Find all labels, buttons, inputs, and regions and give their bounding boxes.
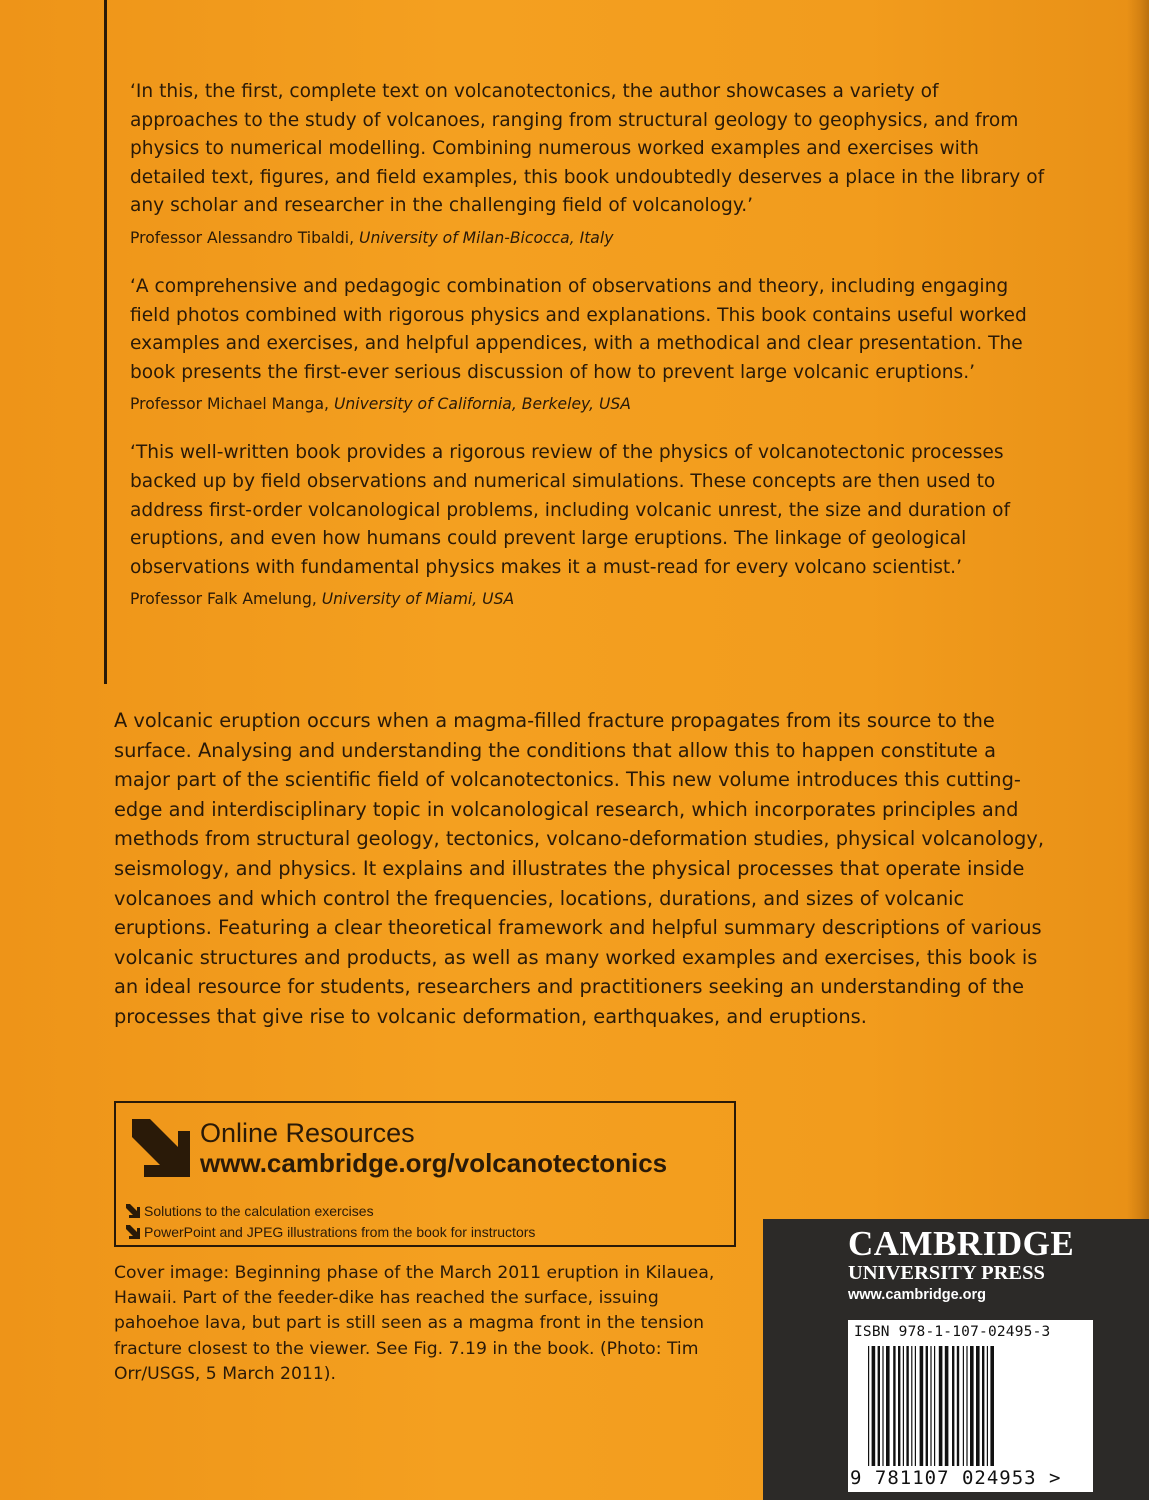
barcode-bar [970, 1346, 974, 1466]
barcode-bar [926, 1346, 928, 1466]
barcode-bar [982, 1346, 984, 1466]
resource-item-label: Solutions to the calculation exercises [144, 1203, 374, 1219]
endorsement-3 [130, 439, 1050, 610]
resource-item [126, 1202, 374, 1220]
barcode-bar [987, 1346, 988, 1466]
barcode-bar [966, 1346, 967, 1466]
endorser-affiliation: University of California, Berkeley, USA [333, 395, 631, 414]
barcode-bar [930, 1346, 931, 1466]
barcode-bar [945, 1346, 949, 1466]
barcode-bar [903, 1346, 904, 1466]
publisher-panel [763, 1219, 1149, 1500]
barcode [868, 1346, 1088, 1466]
quote-sidebar-rule [104, 0, 107, 684]
arrow-down-right-icon [126, 1225, 140, 1239]
publisher-name: CAMBRIDGE [848, 1224, 1075, 1263]
barcode-bar [990, 1346, 994, 1466]
endorsement-text: ‘This well-written book provides a rigorous review of the physics of volcanotectonic processes backed up by field observations and numerical simulations. These concepts are then used to address first-order volcanological problems, including volcanic unrest, the size and duration of eruptions, and even how humans could prevent large eruptions. The linkage of geological observations with fundamental physics makes it a must-read for every volcano scientist.’ [130, 442, 1011, 578]
endorser-name: Professor Michael Manga, [130, 395, 329, 414]
barcode-bar [934, 1346, 935, 1466]
endorsement-text: ‘In this, the first, complete text on volcanotectonics, the author showcases a variety of approaches to the study of volcanoes, ranging from structural geology to geophysics, and from physics to numerical modelling. Combining numerous worked examples and exercises with detailed text, figures, and field examples, this book undoubtedly deserves a place in the library of any scholar and researcher in the challenging field of volcanology.’ [130, 81, 1045, 217]
barcode-bar [898, 1346, 900, 1466]
online-resources-title: Online Resources [200, 1118, 415, 1148]
barcode-bar [893, 1346, 895, 1466]
online-resources-url[interactable]: www.cambridge.org/volcanotectonics [200, 1148, 668, 1178]
endorsement-attribution [130, 227, 1050, 249]
barcode-bar [868, 1346, 869, 1466]
online-resources-box [114, 1101, 736, 1247]
barcode-bar [957, 1346, 959, 1466]
cover-image-caption: Cover image: Beginning phase of the March 2011 eruption in Kilauea, Hawaii. Part of the feeder-dike has reached the surface, issuing pahoehoe lava, but part is still seen as a magma front in the tension fracture closest to the viewer. See Fig. 7.19 in the book. (Photo: Tim Orr/USGS, 5 March 2011). [114, 1263, 715, 1384]
barcode-bar [886, 1346, 890, 1466]
barcode-bar [963, 1346, 964, 1466]
barcode-bar [952, 1346, 954, 1466]
barcode-bar [878, 1346, 880, 1466]
barcode-digits: 9 781107 024953 > [850, 1467, 1062, 1489]
endorsements [130, 78, 1050, 634]
book-description: A volcanic eruption occurs when a magma-filled fracture propagates from its source to the surface. Analysing and understanding the conditions that allow this to happen constitute a major part of the scientific field of volcanotectonics. This new volume introduces this cutting-edge and interdisciplinary topic in volcanological research, which incorporates principles and methods from structural geology, tectonics, volcano-deformation studies, physical volcanology, seismology, and physics. It explains and illustrates the physical processes that operate inside volcanoes and which control the frequencies, locations, durations, and sizes of volcanic eruptions. Featuring a clear theoretical framework and helpful summary descriptions of various volcanic structures and products, as well as many worked examples and exercises, this book is an ideal resource for students, researchers and practitioners seeking an understanding of the processes that give rise to volcanic deformation, earthquakes, and eruptions. [114, 709, 1045, 1028]
arrow-down-right-icon [132, 1119, 190, 1177]
publisher-subtitle: UNIVERSITY PRESS [848, 1262, 1045, 1284]
barcode-bar [939, 1346, 943, 1466]
isbn-text: ISBN 978-1-107-02495-3 [854, 1324, 1051, 1340]
barcode-label [848, 1320, 1093, 1492]
endorser-affiliation: University of Miami, USA [321, 590, 515, 609]
barcode-bar [906, 1346, 908, 1466]
endorser-affiliation: University of Milan-Bicocca, Italy [359, 228, 614, 247]
endorsement-attribution [130, 393, 1050, 415]
barcode-bar [882, 1346, 883, 1466]
endorsement-text: ‘A comprehensive and pedagogic combination of observations and theory, including engaging field photos combined with rigorous physics and explanations. This book contains useful worked examples and exercises, and helpful appendices, with a methodical and clear presentation. The book presents the first-ever serious discussion of how to prevent large volcanic eruptions.’ [130, 275, 1027, 383]
arrow-down-right-icon [126, 1204, 140, 1218]
endorser-name: Professor Falk Amelung, [130, 590, 317, 609]
endorsement-2 [130, 273, 1050, 415]
publisher-url: www.cambridge.org [848, 1287, 987, 1303]
barcode-bar [915, 1346, 916, 1466]
barcode-bar [920, 1346, 924, 1466]
resource-item-label: PowerPoint and JPEG illustrations from the book for instructors [144, 1224, 536, 1240]
resource-item [126, 1223, 535, 1241]
barcode-bar [976, 1346, 980, 1466]
endorsement-1 [130, 78, 1050, 249]
barcode-bar [911, 1346, 912, 1466]
endorser-name: Professor Alessandro Tibaldi, [130, 228, 355, 247]
barcode-bar [872, 1346, 876, 1466]
endorsement-attribution [130, 588, 1050, 610]
